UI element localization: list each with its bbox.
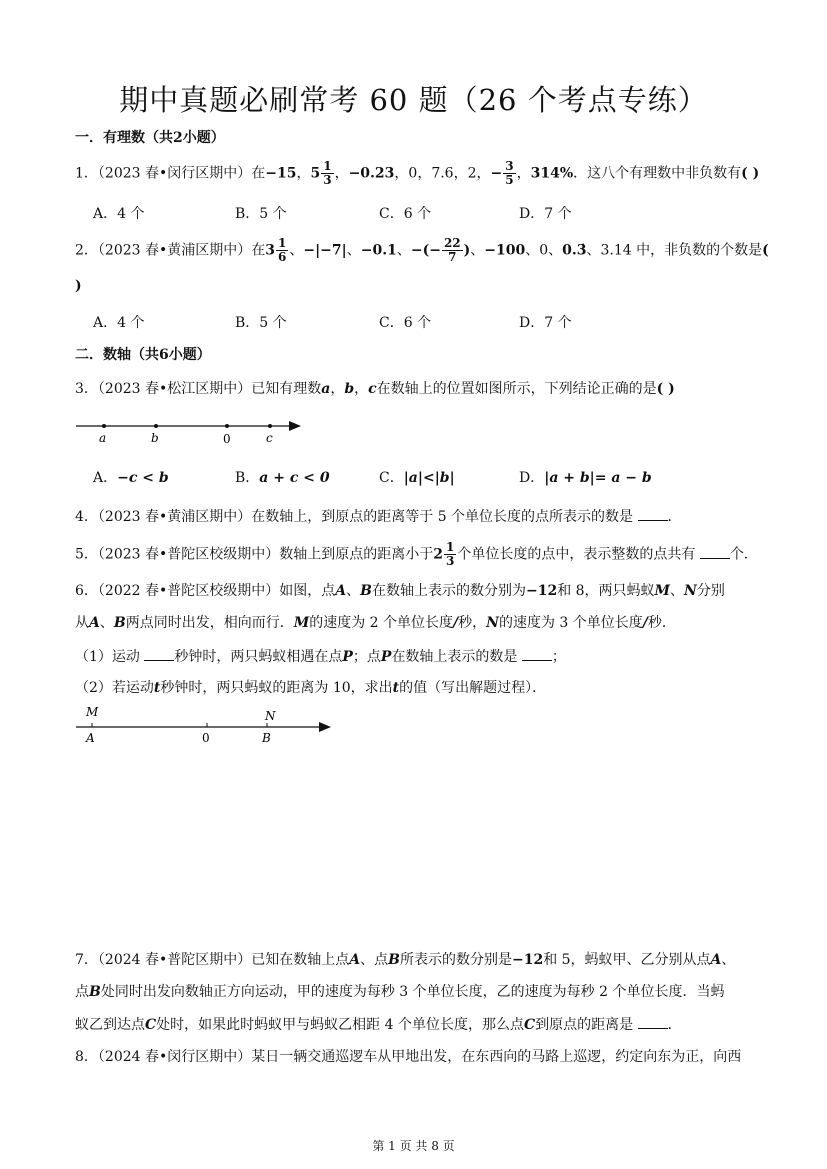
section-heading-number-line: 二．数轴（共6小题）: [75, 347, 211, 363]
q2-option-c: C．6 个: [379, 315, 432, 331]
q6-l1d: 分别: [696, 583, 725, 599]
q6-l2g: 秒．: [647, 615, 676, 631]
q1-frac2-den: 5: [505, 173, 514, 187]
q2-sep-j: 、0、: [525, 242, 563, 259]
q7-l1b: 、点: [360, 952, 389, 968]
q6-p1-blank-2: [522, 646, 552, 661]
q3-label-a: a: [99, 431, 107, 445]
q6-l2f: 的速度为 3 个单位长度: [498, 615, 643, 631]
q7-l3d: ．: [667, 1017, 682, 1033]
q3-axis-arrow-icon: [289, 421, 301, 431]
q1-comma: ，: [296, 165, 311, 182]
q2-num-d: −0.1: [360, 242, 397, 259]
q1-suffix: ．这八个有理数中非负数有: [573, 165, 742, 182]
q3-label-c: c: [266, 431, 273, 445]
q1-frac1-den: 3: [323, 173, 332, 187]
question-8: 8．（2024 春•闵行区期中）某日一辆交通巡逻车从甲地出发，在东西向的马路上巡逻，约定向东为正，向西: [75, 1049, 742, 1065]
question-6-line-1: [75, 581, 725, 601]
q1-neg-sign: −: [490, 165, 503, 182]
q2-mixed-whole: 3: [265, 242, 275, 259]
q2-fraction-1: [276, 237, 288, 264]
q1-plain-list: ，0，7.6，2，: [394, 165, 491, 182]
q2-frac2-den: 7: [448, 250, 457, 264]
q3-number-line-figure: [72, 416, 307, 450]
q6-s2: 、: [670, 583, 685, 599]
q6-p1b: 秒钟时，两只蚂蚁相遇在点: [174, 649, 343, 665]
q2-sep-c: 、: [346, 242, 361, 259]
q6-label-B: B: [262, 731, 271, 745]
q1-num-3: 314%: [530, 165, 574, 182]
q2-suffix: 、3.14 中，非负数的个数是: [586, 242, 763, 259]
q6-l2-N: N: [486, 615, 499, 631]
q3-var-c: c: [368, 381, 377, 397]
q2-option-b: B．5 个: [235, 315, 287, 331]
q6-num: −12: [525, 583, 558, 599]
q1-mixed-whole: 5: [310, 165, 321, 182]
q6-l1b: 在数轴上表示的数分别为: [371, 583, 526, 599]
q6-p2b: 秒钟时，两只蚂蚁的距离为 10，求出: [160, 680, 393, 696]
q5-suffix: 个单位长度的点中，表示整数的点共有: [457, 546, 696, 563]
q1-option-b: B．5 个: [235, 206, 287, 222]
q5-mixed-whole: 2: [433, 546, 443, 563]
q3-option-d-math: |a + b|= a − b: [544, 470, 652, 486]
q2-sep-h: 、: [470, 242, 485, 259]
q7-point-B: B: [388, 952, 400, 968]
q7-point-B-2: B: [89, 984, 101, 1000]
q6-var-t: t: [153, 680, 161, 696]
q2-frac1-den: 6: [278, 250, 287, 264]
q7-l3c: 到原点的距离是: [535, 1017, 634, 1033]
question-5: [75, 541, 758, 568]
q2-answer-paren-close: ): [75, 278, 82, 294]
q7-l1a: 7．（2024 春•普陀区期中）已知在数轴上点: [75, 952, 350, 968]
q7-l3a: 蚁乙到达点: [75, 1017, 145, 1033]
q6-p1e: ；: [551, 649, 566, 665]
q6-label-M: M: [86, 705, 99, 719]
q5-prefix: 5．（2023 春•普陀区校级期中）数轴上到原点的距离小于: [75, 546, 434, 563]
q1-option-c: C．6 个: [379, 206, 432, 222]
q6-l1a: 6．（2022 春•普陀区校级期中）如图，点: [75, 583, 336, 599]
q7-l2a: 点: [75, 984, 89, 1000]
q1-num-1: −15: [265, 165, 297, 182]
q4-end: ．: [667, 509, 682, 525]
q7-l1e: 、: [721, 952, 736, 968]
q3-comma-2: ，: [354, 381, 369, 397]
q3-label-zero: 0: [223, 432, 231, 446]
q1-comma-3: ，: [516, 165, 531, 182]
q7-l3b: 处时，如果此时蚂蚁甲与蚂蚁乙相距 4 个单位长度，那么点: [156, 1017, 524, 1033]
q3-option-b: [235, 467, 330, 487]
q3-option-b-math: a + c < 0: [259, 470, 330, 486]
q6-l2b: 、: [99, 615, 114, 631]
q5-frac-num: 1: [446, 540, 455, 554]
q7-l2b: 处同时出发向数轴正方向运动，甲的速度为每秒 3 个单位长度，乙的速度为每秒 2 个单位长度．当蚂: [100, 984, 725, 1000]
q3-option-c-math: |a|<|b|: [403, 470, 455, 486]
q3-point-a: [102, 424, 106, 428]
q6-slash-1: /: [453, 615, 459, 631]
q7-point-C: C: [145, 1017, 157, 1033]
page-title: 期中真题必刷常考 60 题（26 个考点专练）: [119, 83, 708, 117]
q1-option-a: A．4 个: [93, 206, 145, 222]
q1-frac2-num: 3: [505, 159, 514, 173]
q2-num-i: −100: [484, 242, 526, 259]
q6-axis-arrow-icon: [319, 722, 331, 732]
q6-point-B: B: [360, 583, 372, 599]
question-1: [75, 160, 759, 187]
q3-point-zero: [225, 424, 229, 428]
q2-frac1-num: 1: [278, 236, 287, 250]
q6-l2a: 从: [75, 615, 89, 631]
q6-label-N: N: [265, 709, 276, 723]
q1-answer-paren: ( ): [741, 165, 760, 182]
section-heading-rational-numbers: 一．有理数（共2小题）: [75, 130, 225, 146]
q3-comma-1: ，: [330, 381, 345, 397]
q6-number-line-figure: [72, 703, 337, 747]
q6-s1: 、: [346, 583, 361, 599]
q3-point-b: [154, 424, 158, 428]
q1-fraction-1: [321, 160, 333, 187]
q2-sep-e: 、: [396, 242, 411, 259]
q1-frac1-num: 1: [323, 159, 332, 173]
q7-answer-blank: [638, 1014, 668, 1029]
q7-num: −12: [511, 952, 544, 968]
q3-option-a-math: −c < b: [117, 470, 169, 486]
q6-point-A: A: [335, 583, 347, 599]
question-7-line-3: [75, 1014, 682, 1035]
q2-option-d: D．7 个: [519, 315, 572, 331]
question-6-line-2: [75, 613, 676, 633]
q6-point-P-2: P: [380, 649, 392, 665]
q3-option-c-label: C．: [379, 470, 404, 486]
q3-point-c: [268, 424, 272, 428]
q6-label-A: A: [86, 731, 95, 745]
q3-answer-paren: ( ): [656, 381, 675, 397]
q6-l2-M: M: [293, 615, 310, 631]
q6-point-P: P: [342, 649, 353, 665]
q3-suffix: 在数轴上的位置如图所示，下列结论正确的是: [376, 381, 657, 397]
q6-l1c: 和 8，两只蚂蚁: [557, 583, 655, 599]
q3-label-b: b: [151, 431, 159, 445]
q6-l2-B: B: [113, 615, 126, 631]
q6-ant-N: N: [684, 583, 697, 599]
q3-prefix: 3．（2023 春•松江区期中）已知有理数: [75, 381, 322, 397]
question-6-part-2: [75, 678, 546, 698]
q7-l1c: 所表示的数分别是: [399, 952, 512, 968]
q6-p1-blank-1: [144, 646, 174, 661]
q3-var-b: b: [344, 381, 355, 397]
question-3: [75, 379, 675, 399]
q3-var-a: a: [321, 381, 331, 397]
q6-p2a: （2）若运动: [75, 680, 154, 696]
question-4: [75, 506, 682, 527]
q2-repeating-decimal: 0.3̇: [562, 242, 587, 259]
q7-point-A-2: A: [710, 952, 722, 968]
q2-sep-a: 、: [289, 242, 304, 259]
q6-l2d: 的速度为 2 个单位长度: [309, 615, 454, 631]
q2-prefix: 2．（2023 春•黄浦区期中）在: [75, 242, 266, 259]
q6-l2c: 两点同时出发，相向而行．: [125, 615, 294, 631]
question-7-line-2: [75, 982, 724, 1002]
q6-slash-2: /: [642, 615, 648, 631]
q6-l2-A: A: [89, 615, 100, 631]
q1-num-2: −0.23: [348, 165, 395, 182]
q2-expr-close: ): [463, 242, 471, 259]
q7-point-A: A: [349, 952, 361, 968]
q2-fraction-2: [442, 237, 463, 264]
question-7-line-1: [75, 950, 735, 970]
q2-expr-open: −(−: [410, 242, 441, 259]
q3-option-b-label: B．: [235, 470, 260, 486]
q6-p2c: 的值（写出解题过程）．: [399, 680, 547, 696]
q6-p1c: ；点: [352, 649, 381, 665]
q5-frac-den: 3: [446, 554, 455, 568]
q1-option-d: D．7 个: [519, 206, 572, 222]
page-footer: 第 1 页 共 8 页: [372, 1139, 455, 1153]
q5-end: 个．: [729, 546, 758, 563]
q1-fraction-2: [503, 160, 515, 187]
q1-prefix: 1．（2023 春•闵行区期中）在: [75, 165, 266, 182]
q2-abs-expr: −|−7|: [303, 242, 347, 259]
q3-option-a-label: A．: [93, 470, 118, 486]
q6-l2e: 秒，: [458, 615, 487, 631]
q7-l1d: 和 5，蚂蚁甲、乙分别从点: [543, 952, 711, 968]
q4-answer-blank: [638, 506, 668, 521]
q5-fraction: [444, 541, 456, 568]
q5-answer-blank: [700, 544, 730, 559]
q3-option-c: [379, 467, 455, 487]
q3-option-a: [93, 467, 169, 487]
q1-comma-2: ，: [334, 165, 349, 182]
q7-point-C-2: C: [523, 1017, 536, 1033]
q6-label-zero: 0: [202, 731, 210, 745]
q2-answer-paren-open: (: [762, 242, 769, 259]
q2-frac2-num: 22: [443, 236, 461, 250]
q3-option-d-label: D．: [519, 470, 545, 486]
question-2: [75, 237, 769, 264]
q6-var-t-2: t: [392, 680, 400, 696]
q2-option-a: A．4 个: [93, 315, 145, 331]
q6-p1a: （1）运动: [75, 649, 140, 665]
q4-text: 4．（2023 春•黄浦区期中）在数轴上，到原点的距离等于 5 个单位长度的点所表示的数是: [75, 509, 634, 525]
question-6-part-1: [75, 646, 566, 667]
q6-ant-M: M: [654, 583, 671, 599]
q6-p1d: 在数轴上表示的数是: [391, 649, 518, 665]
q3-option-d: [519, 467, 652, 487]
